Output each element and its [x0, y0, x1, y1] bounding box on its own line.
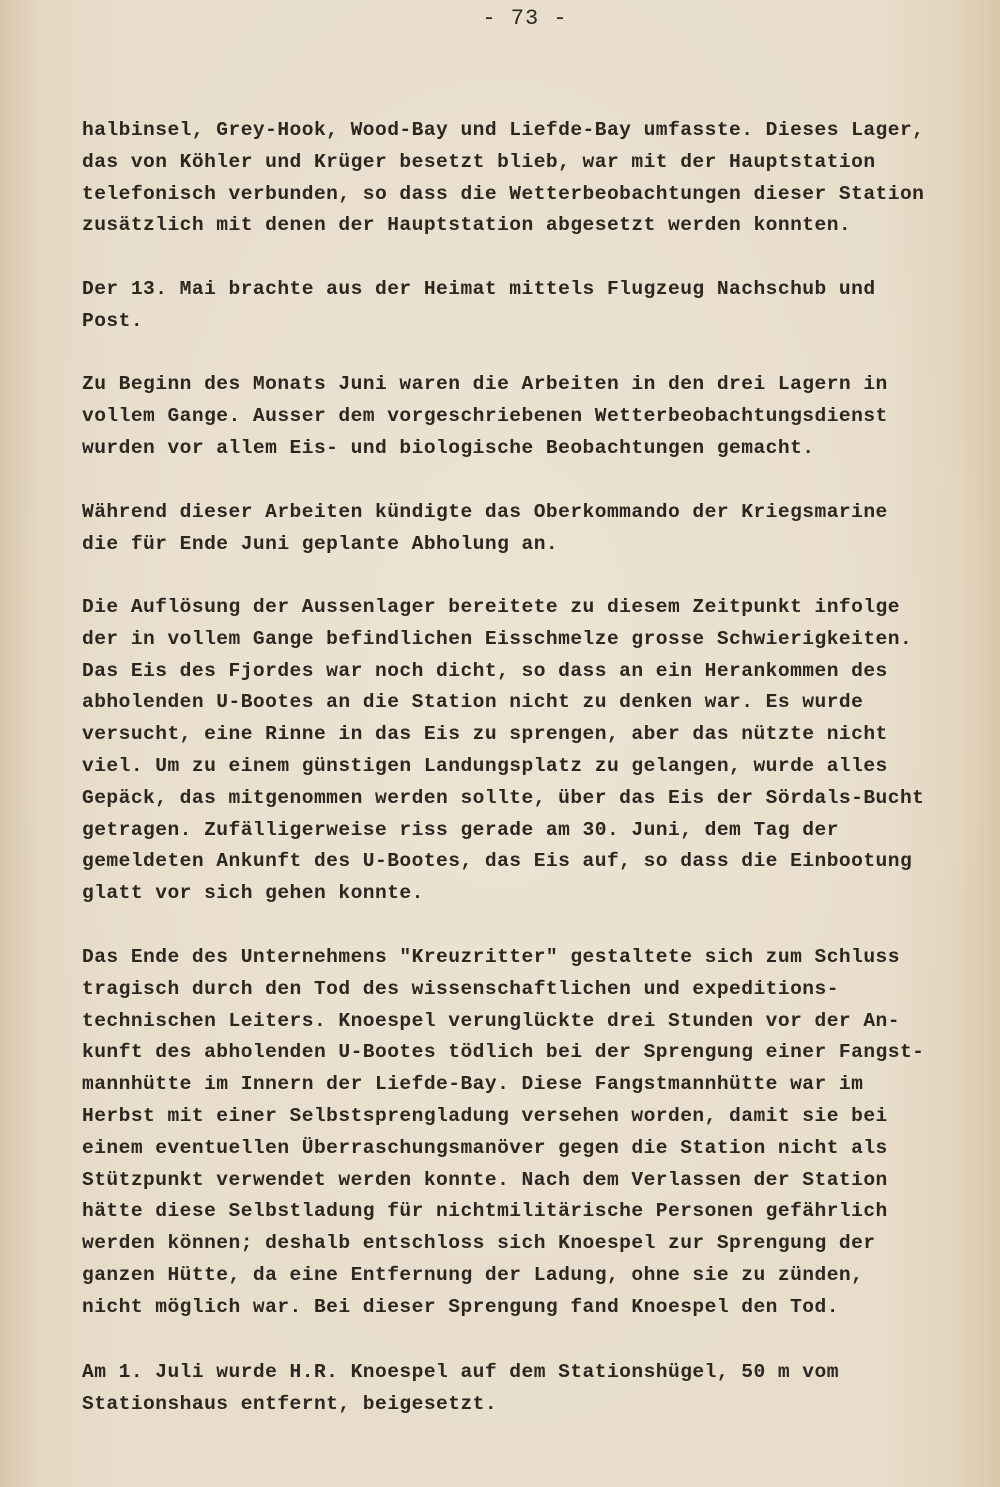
text-line: kunft des abholenden U-Bootes tödlich bei der Sprengung einer Fangst- — [82, 1041, 925, 1064]
paragraph — [82, 1357, 839, 1421]
text-line: viel. Um zu einem günstigen Landungsplatz zu gelangen, wurde alles — [82, 754, 888, 777]
paragraph — [82, 115, 924, 242]
text-line: Zu Beginn des Monats Juni waren die Arbeiten in den drei Lagern in — [82, 373, 888, 395]
text-line: Stationshaus entfernt, beigesetzt. — [82, 1392, 498, 1415]
text-line: das von Köhler und Krüger besetzt blieb, war mit der Hauptstation — [82, 150, 876, 173]
text-line: die für Ende Juni geplante Abholung an. — [82, 532, 559, 555]
text-line: vollem Gange. Ausser dem vorgeschriebenen Wetterbeobachtungsdienst — [82, 404, 888, 427]
text-line: mannhütte im Innern der Liefde-Bay. Diese Fangstmannhütte war im — [82, 1073, 864, 1096]
text-line: Das Eis des Fjordes war noch dicht, so dass an ein Herankommen des — [82, 659, 888, 682]
text-line: Herbst mit einer Selbstsprengladung versehen worden, damit sie bei — [82, 1104, 888, 1127]
text-line: Post. — [82, 309, 144, 332]
paragraph — [82, 369, 888, 464]
text-line: gemeldeten Ankunft des U-Bootes, das Eis auf, so dass die Einbootung — [82, 850, 913, 873]
text-line: zusätzlich mit denen der Hauptstation abgesetzt werden konnten. — [82, 214, 852, 237]
paragraph — [82, 592, 924, 910]
text-line: tragisch durch den Tod des wissenschaftlichen und expeditions- — [82, 977, 839, 1000]
text-line: einem eventuellen Überraschungsmanöver gegen die Station nicht als — [82, 1136, 888, 1159]
text-line: Die Auflösung der Aussenlager bereitete zu diesem Zeitpunkt infolge — [82, 596, 900, 618]
text-line: abholenden U-Bootes an die Station nicht zu denken war. Es wurde — [82, 691, 864, 714]
text-line: wurden vor allem Eis- und biologische Beobachtungen gemacht. — [82, 436, 815, 459]
text-line: Am 1. Juli wurde H.R. Knoespel auf dem Stationshügel, 50 m vom — [82, 1361, 839, 1383]
paragraph — [82, 274, 876, 338]
text-line: versucht, eine Rinne in das Eis zu sprengen, aber das nützte nicht — [82, 723, 888, 746]
text-line: Gepäck, das mitgenommen werden sollte, über das Eis der Sördals-Bucht — [82, 786, 925, 809]
text-line: ganzen Hütte, da eine Entfernung der Ladung, ohne sie zu zünden, — [82, 1263, 864, 1286]
text-line: glatt vor sich gehen konnte. — [82, 882, 424, 905]
page-number: - 73 - — [482, 6, 568, 31]
text-line: Während dieser Arbeiten kündigte das Oberkommando der Kriegsmarine — [82, 501, 888, 523]
paragraph — [82, 942, 924, 1324]
text-line: werden können; deshalb entschloss sich Knoespel zur Sprengung der — [82, 1232, 876, 1255]
text-line: Der 13. Mai brachte aus der Heimat mittels Flugzeug Nachschub und — [82, 278, 876, 300]
text-line: der in vollem Gange befindlichen Eisschmelze grosse Schwierigkeiten. — [82, 627, 913, 650]
text-line: Stützpunkt verwendet werden konnte. Nach dem Verlassen der Station — [82, 1168, 888, 1191]
text-line: technischen Leiters. Knoespel verunglückte drei Stunden vor der An- — [82, 1009, 900, 1032]
text-line: getragen. Zufälligerweise riss gerade am 30. Juni, dem Tag der — [82, 818, 839, 841]
paragraph — [82, 497, 888, 561]
text-line: hätte diese Selbstladung für nichtmilitärische Personen gefährlich — [82, 1200, 888, 1223]
text-line: halbinsel, Grey-Hook, Wood-Bay und Liefde-Bay umfasste. Dieses Lager, — [82, 119, 925, 141]
text-line: Das Ende des Unternehmens "Kreuzritter" gestaltete sich zum Schluss — [82, 946, 900, 968]
text-line: telefonisch verbunden, so dass die Wetterbeobachtungen dieser Station — [82, 182, 925, 205]
text-line: nicht möglich war. Bei dieser Sprengung fand Knoespel den Tod. — [82, 1295, 839, 1318]
